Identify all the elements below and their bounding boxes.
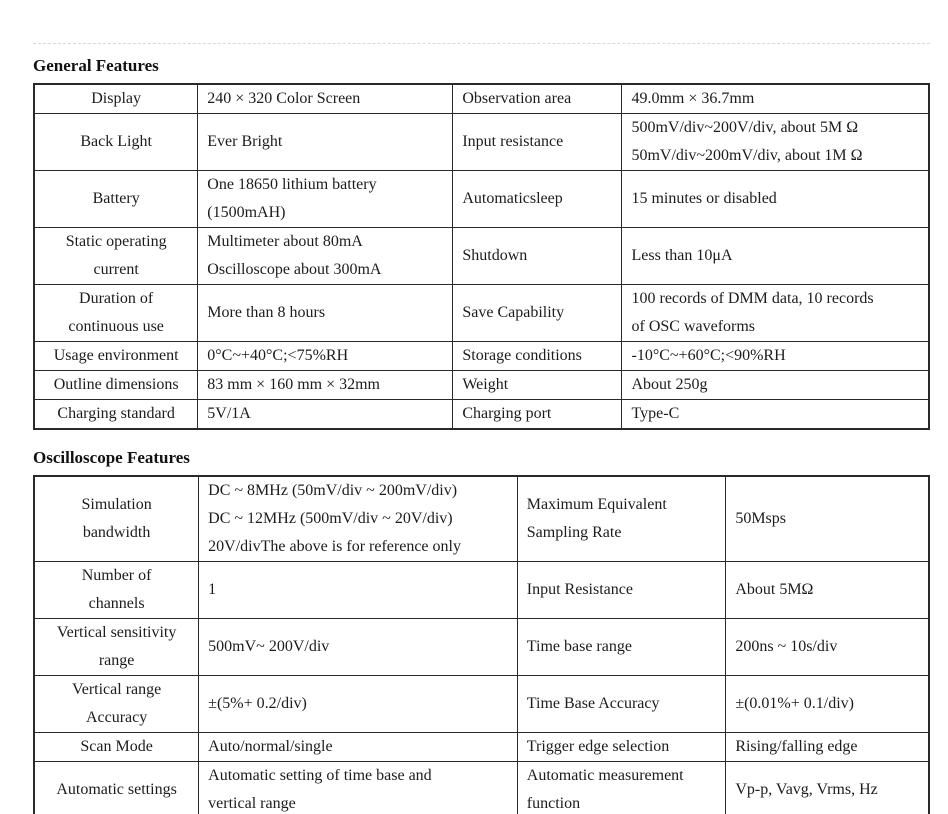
table-row — [34, 114, 929, 171]
spec-label: Battery — [34, 171, 198, 228]
spec-label: Automaticsleep — [453, 171, 622, 228]
spec-value: Automatic setting of time base and vertical range — [199, 762, 518, 814]
spec-value: About 250g — [622, 371, 929, 400]
spec-label: Observation area — [453, 84, 622, 114]
spec-value: Less than 10μA — [622, 228, 929, 285]
spec-label: Usage environment — [34, 342, 198, 371]
spec-label: Weight — [453, 371, 622, 400]
section-title-oscilloscope-features: Oscilloscope Features — [33, 448, 190, 467]
spec-label: Time base range — [517, 619, 726, 676]
spec-value: 83 mm × 160 mm × 32mm — [198, 371, 453, 400]
table-row — [34, 733, 929, 762]
spec-value: ±(0.01%+ 0.1/div) — [726, 676, 929, 733]
spec-label: Outline dimensions — [34, 371, 198, 400]
spec-document-page — [0, 43, 948, 814]
spec-label: Maximum Equivalent Sampling Rate — [517, 476, 726, 562]
table-row — [34, 342, 929, 371]
spec-label: Scan Mode — [34, 733, 199, 762]
table-row — [34, 400, 929, 430]
spec-value: -10°C~+60°C;<90%RH — [622, 342, 929, 371]
spec-value: 50Msps — [726, 476, 929, 562]
spec-value: More than 8 hours — [198, 285, 453, 342]
table-row — [34, 228, 929, 285]
spec-value: 240 × 320 Color Screen — [198, 84, 453, 114]
spec-label: Save Capability — [453, 285, 622, 342]
spec-label: Vertical range Accuracy — [34, 676, 199, 733]
table-row — [34, 476, 929, 562]
spec-value: 0°C~+40°C;<75%RH — [198, 342, 453, 371]
spec-label: Input resistance — [453, 114, 622, 171]
table-row — [34, 171, 929, 228]
spec-label: Time Base Accuracy — [517, 676, 726, 733]
table-row — [34, 676, 929, 733]
table-row — [34, 619, 929, 676]
spec-value: 500mV/div~200V/div, about 5M Ω 50mV/div~200mV/div, about 1M Ω — [622, 114, 929, 171]
spec-value: ±(5%+ 0.2/div) — [199, 676, 518, 733]
table-row — [34, 84, 929, 114]
spec-value: Type-C — [622, 400, 929, 430]
spec-value: Ever Bright — [198, 114, 453, 171]
spec-label: Duration of continuous use — [34, 285, 198, 342]
spec-label: Back Light — [34, 114, 198, 171]
spec-label: Number of channels — [34, 562, 199, 619]
spec-value: DC ~ 8MHz (50mV/div ~ 200mV/div) DC ~ 12MHz (500mV/div ~ 20V/div) 20V/divThe above is for reference only — [199, 476, 518, 562]
spec-label: Shutdown — [453, 228, 622, 285]
spec-label: Input Resistance — [517, 562, 726, 619]
spec-value: Auto/normal/single — [199, 733, 518, 762]
table-row — [34, 371, 929, 400]
spec-value: 200ns ~ 10s/div — [726, 619, 929, 676]
spec-value: 15 minutes or disabled — [622, 171, 929, 228]
spec-value: 100 records of DMM data, 10 records of OSC waveforms — [622, 285, 929, 342]
spec-value: 500mV~ 200V/div — [199, 619, 518, 676]
table-row — [34, 562, 929, 619]
spec-value: Vp-p, Vavg, Vrms, Hz — [726, 762, 929, 814]
oscilloscope-features-table — [33, 475, 930, 814]
spec-value: Multimeter about 80mA Oscilloscope about 300mA — [198, 228, 453, 285]
general-features-table — [33, 83, 930, 430]
table-row — [34, 762, 929, 814]
spec-label: Simulation bandwidth — [34, 476, 199, 562]
spec-value: 1 — [199, 562, 518, 619]
spec-label: Vertical sensitivity range — [34, 619, 199, 676]
spec-value: 5V/1A — [198, 400, 453, 430]
spec-label: Charging standard — [34, 400, 198, 430]
table-row — [34, 285, 929, 342]
section-title-general-features: General Features — [33, 56, 159, 75]
spec-label: Trigger edge selection — [517, 733, 726, 762]
spec-value: 49.0mm × 36.7mm — [622, 84, 929, 114]
spec-label: Charging port — [453, 400, 622, 430]
spec-label: Display — [34, 84, 198, 114]
spec-value: Rising/falling edge — [726, 733, 929, 762]
spec-label: Storage conditions — [453, 342, 622, 371]
spec-label: Automatic settings — [34, 762, 199, 814]
spec-value: One 18650 lithium battery (1500mAH) — [198, 171, 453, 228]
page-top-divider — [33, 43, 930, 44]
spec-label: Automatic measurement function — [517, 762, 726, 814]
spec-value: About 5MΩ — [726, 562, 929, 619]
spec-label: Static operating current — [34, 228, 198, 285]
